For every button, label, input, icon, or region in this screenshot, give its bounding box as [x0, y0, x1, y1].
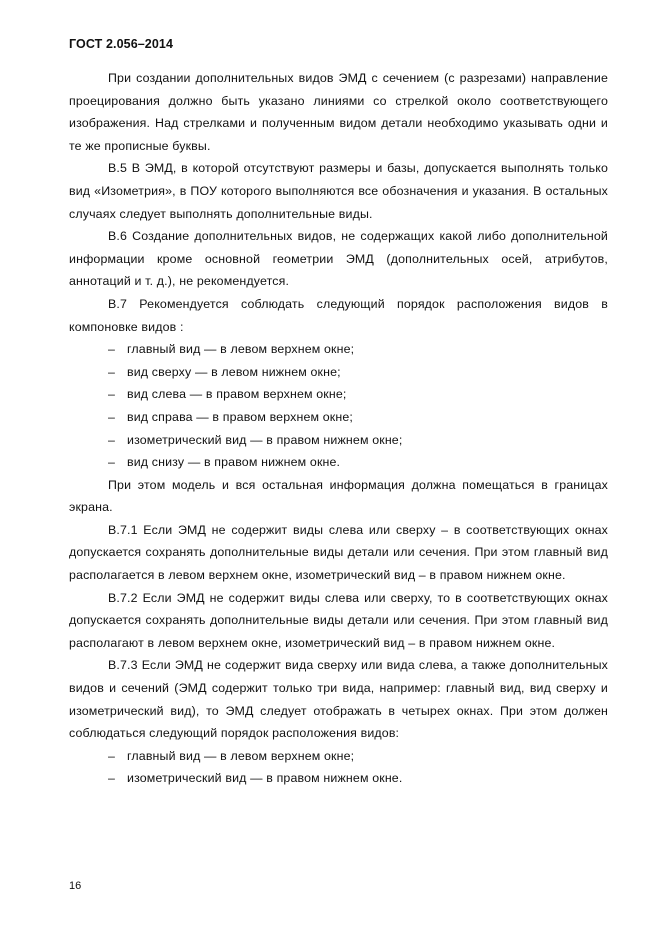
list-marker: – — [108, 455, 116, 470]
list-item-text: вид справа — в правом верхнем окне; — [127, 409, 353, 424]
list-item — [69, 451, 608, 474]
document-body — [69, 67, 608, 790]
list-marker: – — [108, 342, 116, 357]
paragraph: В.7.3 Если ЭМД не содержит вида сверху или вида слева, а также дополнительных видов и сечений (ЭМД содержит только три вида, например: главный вид, вид сверху и изометрический вид), то ЭМД следует отображать в четырех окнах. При этом должен соблюдаться следующий порядок расположения видов: — [69, 658, 608, 741]
list-item — [69, 429, 608, 452]
list-item-text: изометрический вид — в правом нижнем окне. — [127, 771, 403, 786]
list-marker: – — [108, 748, 116, 763]
list-marker: – — [108, 432, 116, 447]
list-marker: – — [108, 409, 116, 424]
list-marker: – — [108, 387, 116, 402]
paragraph: В.7.1 Если ЭМД не содержит виды слева или сверху – в соответствующих окнах допускается сохранять дополнительные виды детали или сечения. При этом главный вид располагается в левом верхнем окне, изометрический вид – в правом нижнем окне. — [69, 522, 608, 583]
list-item-text: главный вид — в левом верхнем окне; — [127, 748, 355, 763]
list-item — [69, 361, 608, 384]
list-item — [69, 383, 608, 406]
page-number: 16 — [69, 880, 82, 892]
list-item-text: вид слева — в правом верхнем окне; — [127, 387, 347, 402]
paragraph: При этом модель и вся остальная информация должна помещаться в границах экрана. — [69, 477, 608, 515]
paragraph: При создании дополнительных видов ЭМД с сечением (с разрезами) направление проецирования должно быть указано линиями со стрелкой около соответствующего изображения. Над стрелками и полученным видом детали необходимо указывать одни и те же прописные буквы. — [69, 71, 608, 153]
list-item — [69, 338, 608, 361]
paragraph: В.6 Создание дополнительных видов, не содержащих какой либо дополнительной информации кроме основной геометрии ЭМД (дополнительных осей, атрибутов, аннотаций и т. д.), не рекомендуется. — [69, 229, 608, 289]
paragraph: В.7 Рекомендуется соблюдать следующий порядок расположения видов в компоновке видов : — [69, 296, 608, 334]
list-item-text: вид снизу — в правом нижнем окне. — [127, 455, 341, 470]
document-header: ГОСТ 2.056–2014 — [69, 37, 174, 51]
list-item-text: вид сверху — в левом нижнем окне; — [127, 364, 341, 379]
paragraph: В.7.2 Если ЭМД не содержит виды слева или сверху, то в соответствующих окнах допускается сохранять дополнительные виды детали или сечения. При этом главный вид располагают в левом верхнем окне, изометрический вид – в правом нижнем окне. — [69, 590, 608, 650]
paragraph: В.5 В ЭМД, в которой отсутствуют размеры и базы, допускается выполнять только вид «Изометрия», в ПОУ которого выполняются все обозначения и указания. В остальных случаях следует выполнять дополнительные виды. — [69, 161, 608, 221]
list-marker: – — [108, 771, 116, 786]
list-item — [69, 767, 608, 790]
list-item-text: изометрический вид — в правом нижнем окне; — [127, 432, 403, 447]
list-marker: – — [108, 364, 116, 379]
list-item-text: главный вид — в левом верхнем окне; — [127, 342, 355, 357]
list-item — [69, 406, 608, 429]
list-item — [69, 745, 608, 768]
